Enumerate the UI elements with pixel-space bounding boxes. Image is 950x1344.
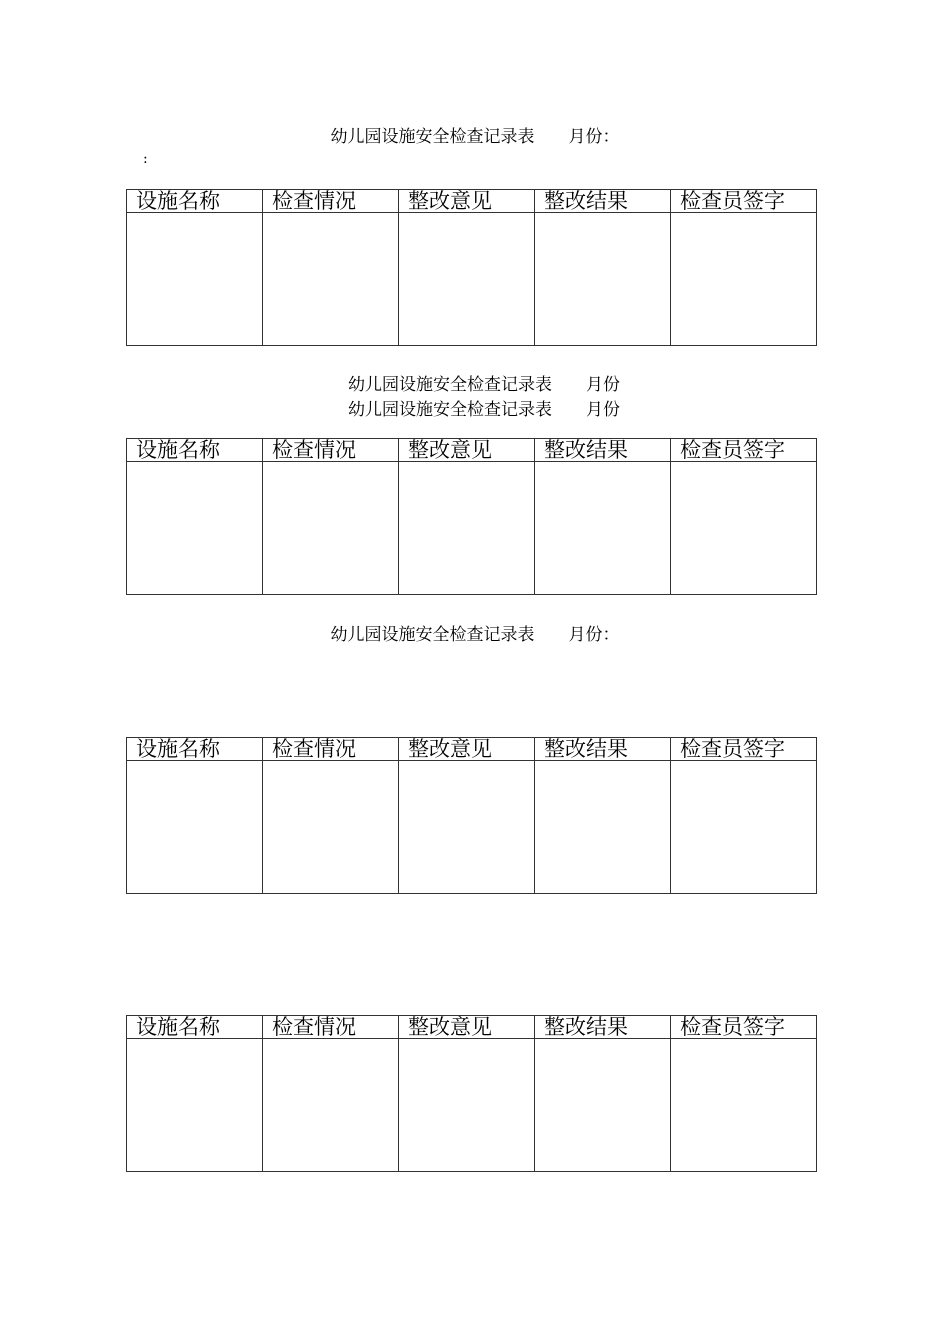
table-row [127,213,817,346]
inspection-table-2 [126,438,817,595]
header-rectification-opinion: 整改意见 [399,439,535,462]
cell-inspector-signature[interactable] [671,462,817,595]
cell-inspection-status[interactable] [263,213,399,346]
header-rectification-opinion: 整改意见 [399,1016,535,1039]
form-title-3: 幼儿园设施安全检查记录表 月份 [348,400,620,420]
cell-rectification-result[interactable] [535,1039,671,1172]
table-header-row [127,1016,817,1039]
header-inspection-status: 检查情况 [263,439,399,462]
cell-rectification-result[interactable] [535,761,671,894]
cell-facility-name[interactable] [127,462,263,595]
cell-inspector-signature[interactable] [671,213,817,346]
header-inspection-status: 检查情况 [263,738,399,761]
table-header-row [127,190,817,213]
header-rectification-opinion: 整改意见 [399,190,535,213]
cell-inspector-signature[interactable] [671,761,817,894]
cell-rectification-opinion[interactable] [399,1039,535,1172]
inspection-table-4 [126,1015,817,1172]
cell-facility-name[interactable] [127,213,263,346]
form-title-2: 幼儿园设施安全检查记录表 月份 [348,375,620,395]
cell-rectification-result[interactable] [535,462,671,595]
header-facility-name: 设施名称 [127,190,263,213]
header-inspection-status: 检查情况 [263,1016,399,1039]
header-rectification-result: 整改结果 [535,190,671,213]
cell-rectification-result[interactable] [535,213,671,346]
header-rectification-result: 整改结果 [535,738,671,761]
inspection-table-3 [126,737,817,894]
header-facility-name: 设施名称 [127,1016,263,1039]
table-row [127,1039,817,1172]
cell-inspection-status[interactable] [263,462,399,595]
table-header-row [127,439,817,462]
stray-colon: : [143,151,148,167]
cell-facility-name[interactable] [127,1039,263,1172]
table-row [127,761,817,894]
cell-rectification-opinion[interactable] [399,761,535,894]
header-facility-name: 设施名称 [127,439,263,462]
inspection-table-1 [126,189,817,346]
header-rectification-result: 整改结果 [535,1016,671,1039]
table-row [127,462,817,595]
header-rectification-result: 整改结果 [535,439,671,462]
cell-rectification-opinion[interactable] [399,213,535,346]
cell-inspector-signature[interactable] [671,1039,817,1172]
header-inspector-signature: 检查员签字 [671,1016,817,1039]
cell-rectification-opinion[interactable] [399,462,535,595]
form-title-4: 幼儿园设施安全检查记录表 月份： [330,625,620,645]
header-inspector-signature: 检查员签字 [671,190,817,213]
header-rectification-opinion: 整改意见 [399,738,535,761]
cell-facility-name[interactable] [127,761,263,894]
header-inspector-signature: 检查员签字 [671,439,817,462]
header-inspector-signature: 检查员签字 [671,738,817,761]
header-inspection-status: 检查情况 [263,190,399,213]
form-title-1: 幼儿园设施安全检查记录表 月份： [330,127,620,147]
table-header-row [127,738,817,761]
header-facility-name: 设施名称 [127,738,263,761]
cell-inspection-status[interactable] [263,761,399,894]
cell-inspection-status[interactable] [263,1039,399,1172]
